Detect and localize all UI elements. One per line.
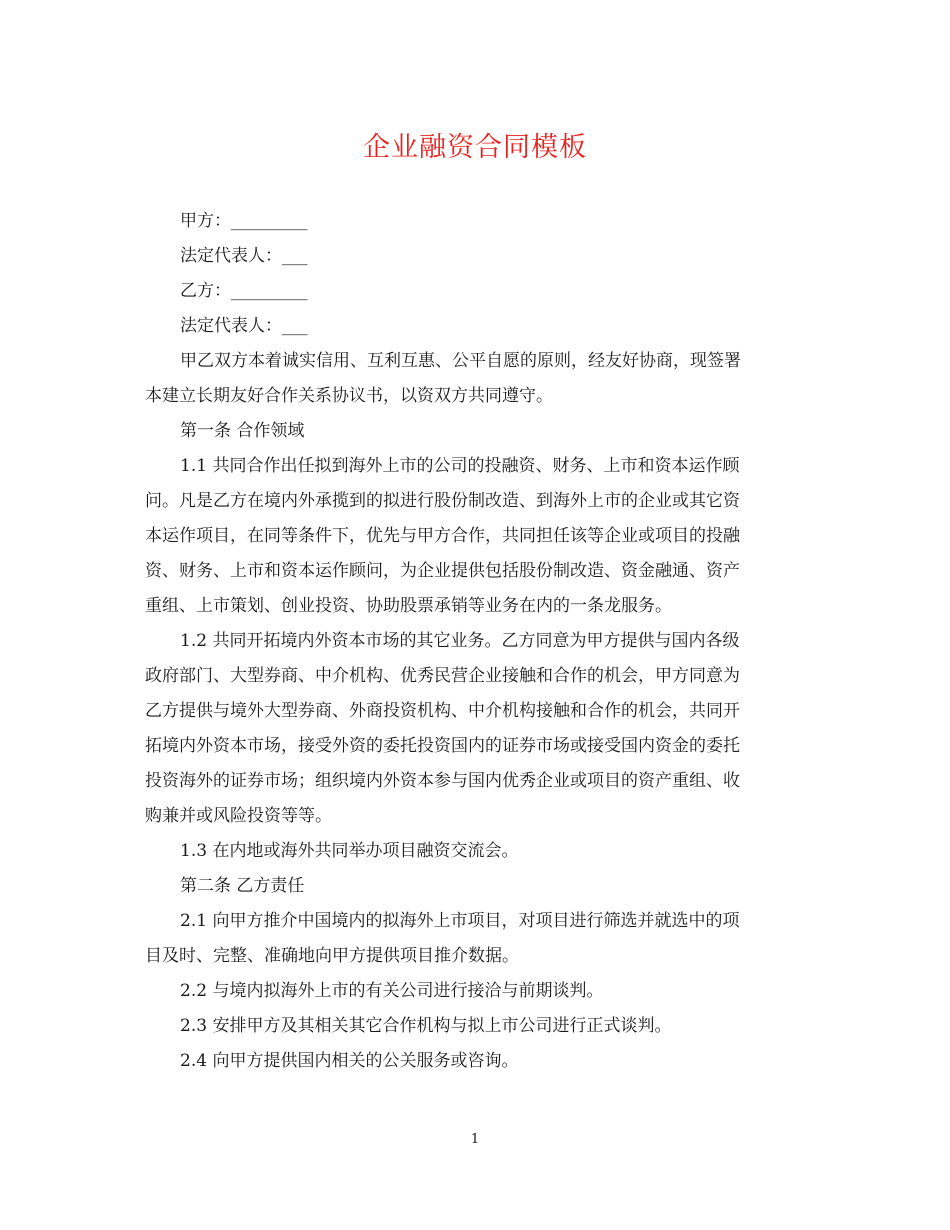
document-body xyxy=(145,204,805,1079)
text-line: 1.1 共同合作出任拟到海外上市的公司的投融资、财务、上市和资本运作顾 xyxy=(180,456,740,476)
text-line: 第二条 乙方责任 xyxy=(180,876,305,896)
text-line: 本运作项目，在同等条件下，优先与甲方合作，共同担任该等企业或项目的投融 xyxy=(145,526,740,546)
text-line: 乙方：_________ xyxy=(180,281,308,301)
text-line: 甲乙双方本着诚实信用、互利互惠、公平自愿的原则，经友好协商，现签署 xyxy=(180,351,741,371)
text-line: 2.3 安排甲方及其相关其它合作机构与拟上市公司进行正式谈判。 xyxy=(180,1016,672,1036)
text-line: 2.1 向甲方推介中国境内的拟海外上市项目，对项目进行筛选并就选中的项 xyxy=(180,911,740,931)
document-title: 企业融资合同模板 xyxy=(363,132,587,163)
text-line: 拓境内外资本市场，接受外资的委托投资国内的证券市场或接受国内资金的委托 xyxy=(145,736,740,756)
text-line: 问。凡是乙方在境内外承揽到的拟进行股份制改造、到海外上市的企业或其它资 xyxy=(145,491,740,511)
text-line: 购兼并或风险投资等等。 xyxy=(145,806,332,826)
text-line: 法定代表人：___ xyxy=(180,316,308,336)
text-line: 乙方提供与境外大型券商、外商投资机构、中介机构接触和合作的机会，共同开 xyxy=(145,701,740,721)
text-line: 1.3 在内地或海外共同举办项目融资交流会。 xyxy=(180,841,519,861)
text-line: 第一条 合作领域 xyxy=(180,421,305,441)
text-line: 1.2 共同开拓境内外资本市场的其它业务。乙方同意为甲方提供与国内各级 xyxy=(180,631,740,651)
text-line: 目及时、完整、准确地向甲方提供项目推介数据。 xyxy=(145,946,519,966)
text-line: 法定代表人：___ xyxy=(180,246,308,266)
text-line: 本建立长期友好合作关系协议书，以资双方共同遵守。 xyxy=(145,386,553,406)
text-line: 重组、上市策划、创业投资、协助股票承销等业务在内的一条龙服务。 xyxy=(145,596,672,616)
page-number: 1 xyxy=(470,1132,480,1147)
text-line: 政府部门、大型券商、中介机构、优秀民营企业接触和合作的机会，甲方同意为 xyxy=(145,666,740,686)
text-line: 投资海外的证券市场；组织境内外资本参与国内优秀企业或项目的资产重组、收 xyxy=(145,771,740,791)
text-line: 2.2 与境内拟海外上市的有关公司进行接洽与前期谈判。 xyxy=(180,981,604,1001)
text-line: 2.4 向甲方提供国内相关的公关服务或咨询。 xyxy=(180,1051,519,1071)
text-line: 资、财务、上市和资本运作顾问，为企业提供包括股份制改造、资金融通、资产 xyxy=(145,561,740,581)
text-line: 甲方：_________ xyxy=(180,211,308,231)
